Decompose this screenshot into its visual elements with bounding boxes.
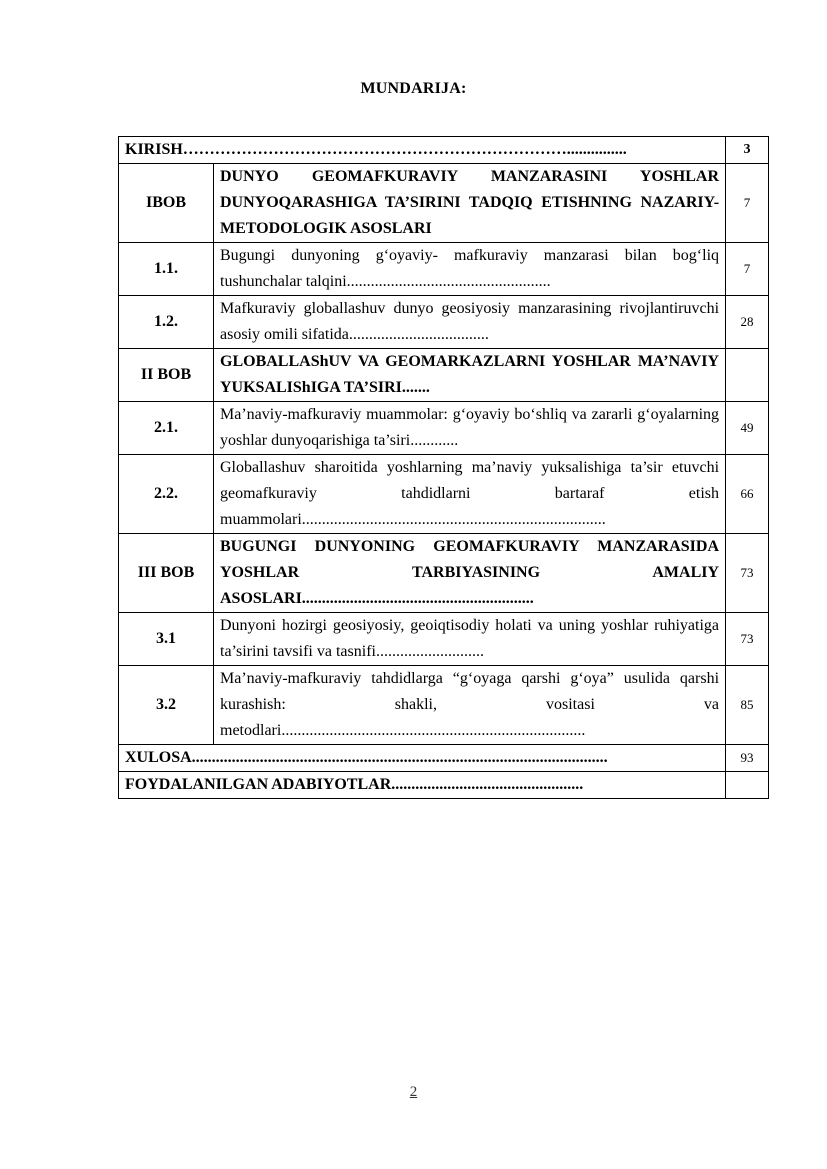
toc-page-number: 66 [726, 455, 769, 534]
toc-entry-label: 3.1 [119, 613, 214, 666]
toc-row-3-1 [119, 613, 769, 666]
toc-entry-label: III BOB [119, 534, 214, 613]
toc-row-references [119, 772, 769, 799]
toc-entry-label: II BOB [119, 349, 214, 402]
toc-entry-label: IBOB [119, 164, 214, 243]
toc-entry-text: Bugungi dunyoning g‘oyaviy- mafkuraviy manzarasi bilan bog‘liq tushunchalar talqini................................................... [214, 243, 726, 296]
toc-row-1-1 [119, 243, 769, 296]
toc-row-1-2 [119, 296, 769, 349]
toc-page-number: 93 [726, 745, 769, 772]
toc-entry-label: 1.1. [119, 243, 214, 296]
toc-row-xulosa [119, 745, 769, 772]
toc-page-number: 85 [726, 666, 769, 745]
toc-entry-text: FOYDALANILGAN ADABIYOTLAR................................................ [119, 772, 726, 799]
toc-page-number: 3 [726, 137, 769, 164]
toc-row-2-2 [119, 455, 769, 534]
toc-row-chapter-3 [119, 534, 769, 613]
toc-entry-text: Mafkuraviy globallashuv dunyo geosiyosiy manzarasining rivojlantiruvchi asosiy omili sifatida................................... [214, 296, 726, 349]
table-of-contents [118, 136, 769, 799]
toc-entry-text: Globallashuv sharoitida yoshlarning ma’naviy yuksalishiga ta’sir etuvchi geomafkuraviy tahdidlarni bartaraf etish muammolari............................................................................ [214, 455, 726, 534]
toc-row-3-2 [119, 666, 769, 745]
toc-page-number [726, 349, 769, 402]
toc-page-number: 7 [726, 164, 769, 243]
toc-page-number: 28 [726, 296, 769, 349]
toc-page-number [726, 772, 769, 799]
toc-entry-text: Ma’naviy-mafkuraviy muammolar: g‘oyaviy bo‘shliq va zararli g‘oyalarning yoshlar dunyoqarishiga ta’siri............ [214, 402, 726, 455]
toc-entry-text: BUGUNGI DUNYONING GEOMAFKURAVIY MANZARASIDA YOSHLAR TARBIYASINING AMALIY ASOSLARI.......................................................... [214, 534, 726, 613]
toc-row-2-1 [119, 402, 769, 455]
toc-entry-label: 2.2. [119, 455, 214, 534]
page-number: 2 [409, 1084, 418, 1100]
toc-row-kirish [119, 137, 769, 164]
toc-entry-label: 2.1. [119, 402, 214, 455]
toc-entry-text: XULOSA........................................................................................................ [119, 745, 726, 772]
document-heading: MUNDARIJA: [360, 80, 467, 97]
toc-page-number: 49 [726, 402, 769, 455]
toc-entry-text: DUNYO GEOMAFKURAVIY MANZARASINI YOSHLAR DUNYOQARASHIGA TA’SIRINI TADQIQ ETISHNING NAZARIY-METODOLOGIK ASOSLARI [214, 164, 726, 243]
toc-entry-text: KIRISH………………………………………………………………............... [119, 137, 726, 164]
toc-page-number: 73 [726, 613, 769, 666]
toc-entry-text: Ma’naviy-mafkuraviy tahdidlarga “g‘oyaga qarshi g‘oya” usulida qarshi kurashish: shakli, vositasi va metodlari............................................................................ [214, 666, 726, 745]
toc-entry-text: GLOBALLAShUV VA GEOMARKAZLARNI YOSHLAR MA’NAVIY YUKSALIShIGA TA’SIRI....... [214, 349, 726, 402]
toc-row-chapter-2 [119, 349, 769, 402]
toc-entry-label: 3.2 [119, 666, 214, 745]
toc-entry-text: Dunyoni hozirgi geosiyosiy, geoiqtisodiy holati va uning yoshlar ruhiyatiga ta’sirini tavsifi va tasnifi........................... [214, 613, 726, 666]
toc-entry-label: 1.2. [119, 296, 214, 349]
toc-row-chapter-1 [119, 164, 769, 243]
toc-page-number: 73 [726, 534, 769, 613]
toc-page-number: 7 [726, 243, 769, 296]
